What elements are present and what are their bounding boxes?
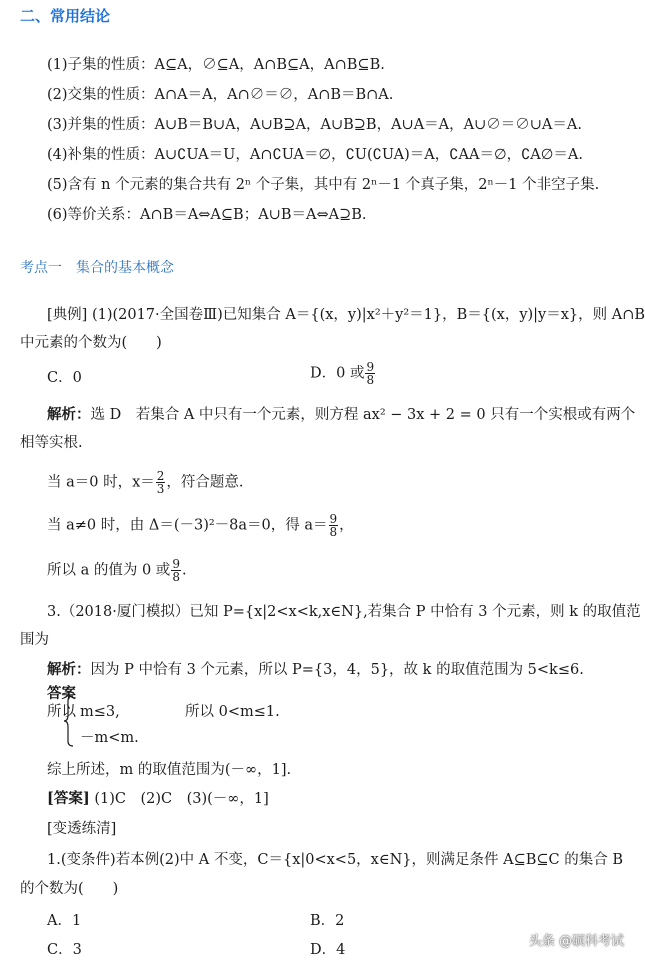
problem-3-line-2: 围为 — [20, 632, 49, 648]
problem-3-solution — [47, 660, 584, 680]
frac-num: 9 — [329, 512, 338, 526]
variant-option-a: A．1 — [47, 913, 82, 929]
cut-off-label: 答案 — [47, 685, 76, 702]
option-d-prefix: D．0 或 — [310, 365, 365, 382]
fraction-nine-eighths — [365, 361, 375, 386]
variant-line-1: 1.(变条件)若本例(2)中 A 不变，C＝{x|0<x<5，x∈N}，则满足条件 A⊆B⊆C 的集合 B — [47, 852, 624, 868]
conclusion-2: (2)交集的性质：A∩A＝A，A∩∅＝∅，A∩B＝B∩A. — [47, 87, 394, 103]
conclusion-5: (5)含有 n 个元素的集合共有 2ⁿ 个子集，其中有 2ⁿ－1 个真子集，2ⁿ－1 个非空子集. — [47, 177, 600, 193]
solution-text: 选 D 若集合 A 中只有一个元素，则方程 ax² − 3x + 2 = 0 只有一个实根或有两个 — [90, 407, 636, 423]
variant-option-b: B．2 — [310, 913, 345, 929]
system-result: 所以 0<m≤1. — [185, 704, 280, 720]
section-title: 二、常用结论 — [20, 7, 111, 25]
system-row-1: m≤3, — [80, 704, 120, 720]
conclusion-1: (1)子集的性质：A⊆A，∅⊆A，A∩B⊆A，A∩B⊆B. — [47, 57, 385, 73]
fraction-nine-eighths-2 — [329, 513, 339, 538]
case-1-prefix: 当 a＝0 时，x＝ — [47, 474, 155, 491]
answer-text: (1)C (2)C (3)(－∞，1] — [94, 791, 269, 807]
left-brace-icon — [64, 695, 74, 747]
case-2 — [47, 513, 354, 538]
frac-den: 8 — [329, 525, 338, 539]
variant-line-2: 的个数为( ) — [20, 881, 119, 897]
conclusion-4: (4)补集的性质：A∪∁UA＝U，A∩∁UA＝∅，∁U(∁UA)＝A，∁AA＝∅，∁A∅＝A. — [47, 147, 583, 163]
solution-line-1 — [47, 405, 635, 425]
example-line-2: 中元素的个数为( ) — [20, 335, 162, 351]
system-row-2: －m<m. — [80, 730, 139, 746]
example-line-1 — [47, 305, 645, 325]
frac-den: 8 — [172, 570, 180, 584]
frac-num: 9 — [172, 557, 180, 571]
solution-conclusion — [47, 558, 187, 583]
frac-num: 9 — [366, 360, 375, 374]
answer-line — [47, 789, 269, 809]
frac-den: 8 — [366, 373, 375, 387]
case-1-suffix: ，符合题意. — [166, 474, 244, 491]
conclusion-suffix: . — [181, 562, 187, 579]
example-text: (1)(2017·全国卷Ⅲ)已知集合 A＝{(x，y)|x²＋y²＝1}，B＝{(x，y)|y＝x}，则 A∩B — [91, 307, 645, 323]
conclusion-prefix: 所以 a 的值为 0 或 — [47, 562, 171, 579]
kaodian-title: 考点一 集合的基本概念 — [20, 260, 174, 276]
variant-title: [变透练清] — [47, 821, 117, 837]
example-tag: [典例] — [47, 307, 88, 323]
frac-num: 2 — [156, 469, 165, 483]
summary: 综上所述，m 的取值范围为(－∞，1]. — [47, 762, 292, 778]
watermark: 头条 @硕科考试 — [528, 934, 624, 949]
variant-option-c: C．3 — [47, 942, 82, 958]
option-c: C．0 — [47, 370, 82, 386]
variant-option-d: D．4 — [310, 942, 346, 958]
cut-off-text — [47, 684, 76, 702]
fraction-two-thirds — [156, 470, 166, 495]
option-d — [310, 361, 376, 386]
fraction-nine-eighths-3 — [171, 558, 181, 583]
case-2-prefix: 当 a≠0 时，由 Δ＝(－3)²－8a＝0，得 a＝ — [47, 517, 328, 534]
frac-den: 3 — [156, 482, 165, 496]
solution-line-2: 相等实根. — [20, 435, 83, 451]
answer-label: [答案] — [47, 790, 90, 807]
case-1 — [47, 470, 244, 495]
conclusion-6: (6)等价关系：A∩B＝A⇔A⊆B；A∪B＝A⇔A⊇B. — [47, 207, 367, 223]
solution-label: 解析： — [47, 406, 91, 423]
problem-3-line-1: 3.（2018·厦门模拟）已知 P={x|2<x<k,x∈N},若集合 P 中恰有 3 个元素，则 k 的取值范 — [47, 604, 641, 620]
conclusion-3: (3)并集的性质：A∪B＝B∪A，A∪B⊇A，A∪B⊇B，A∪A＝A，A∪∅＝∅∪A＝A. — [47, 117, 582, 133]
system-prefix: 所以 — [47, 704, 76, 720]
problem-3-sol-label: 解析： — [47, 661, 91, 678]
problem-3-sol-text: 因为 P 中恰有 3 个元素，所以 P={3，4，5}，故 k 的取值范围为 5<k≤6. — [90, 662, 584, 678]
case-2-suffix: ， — [339, 517, 354, 534]
